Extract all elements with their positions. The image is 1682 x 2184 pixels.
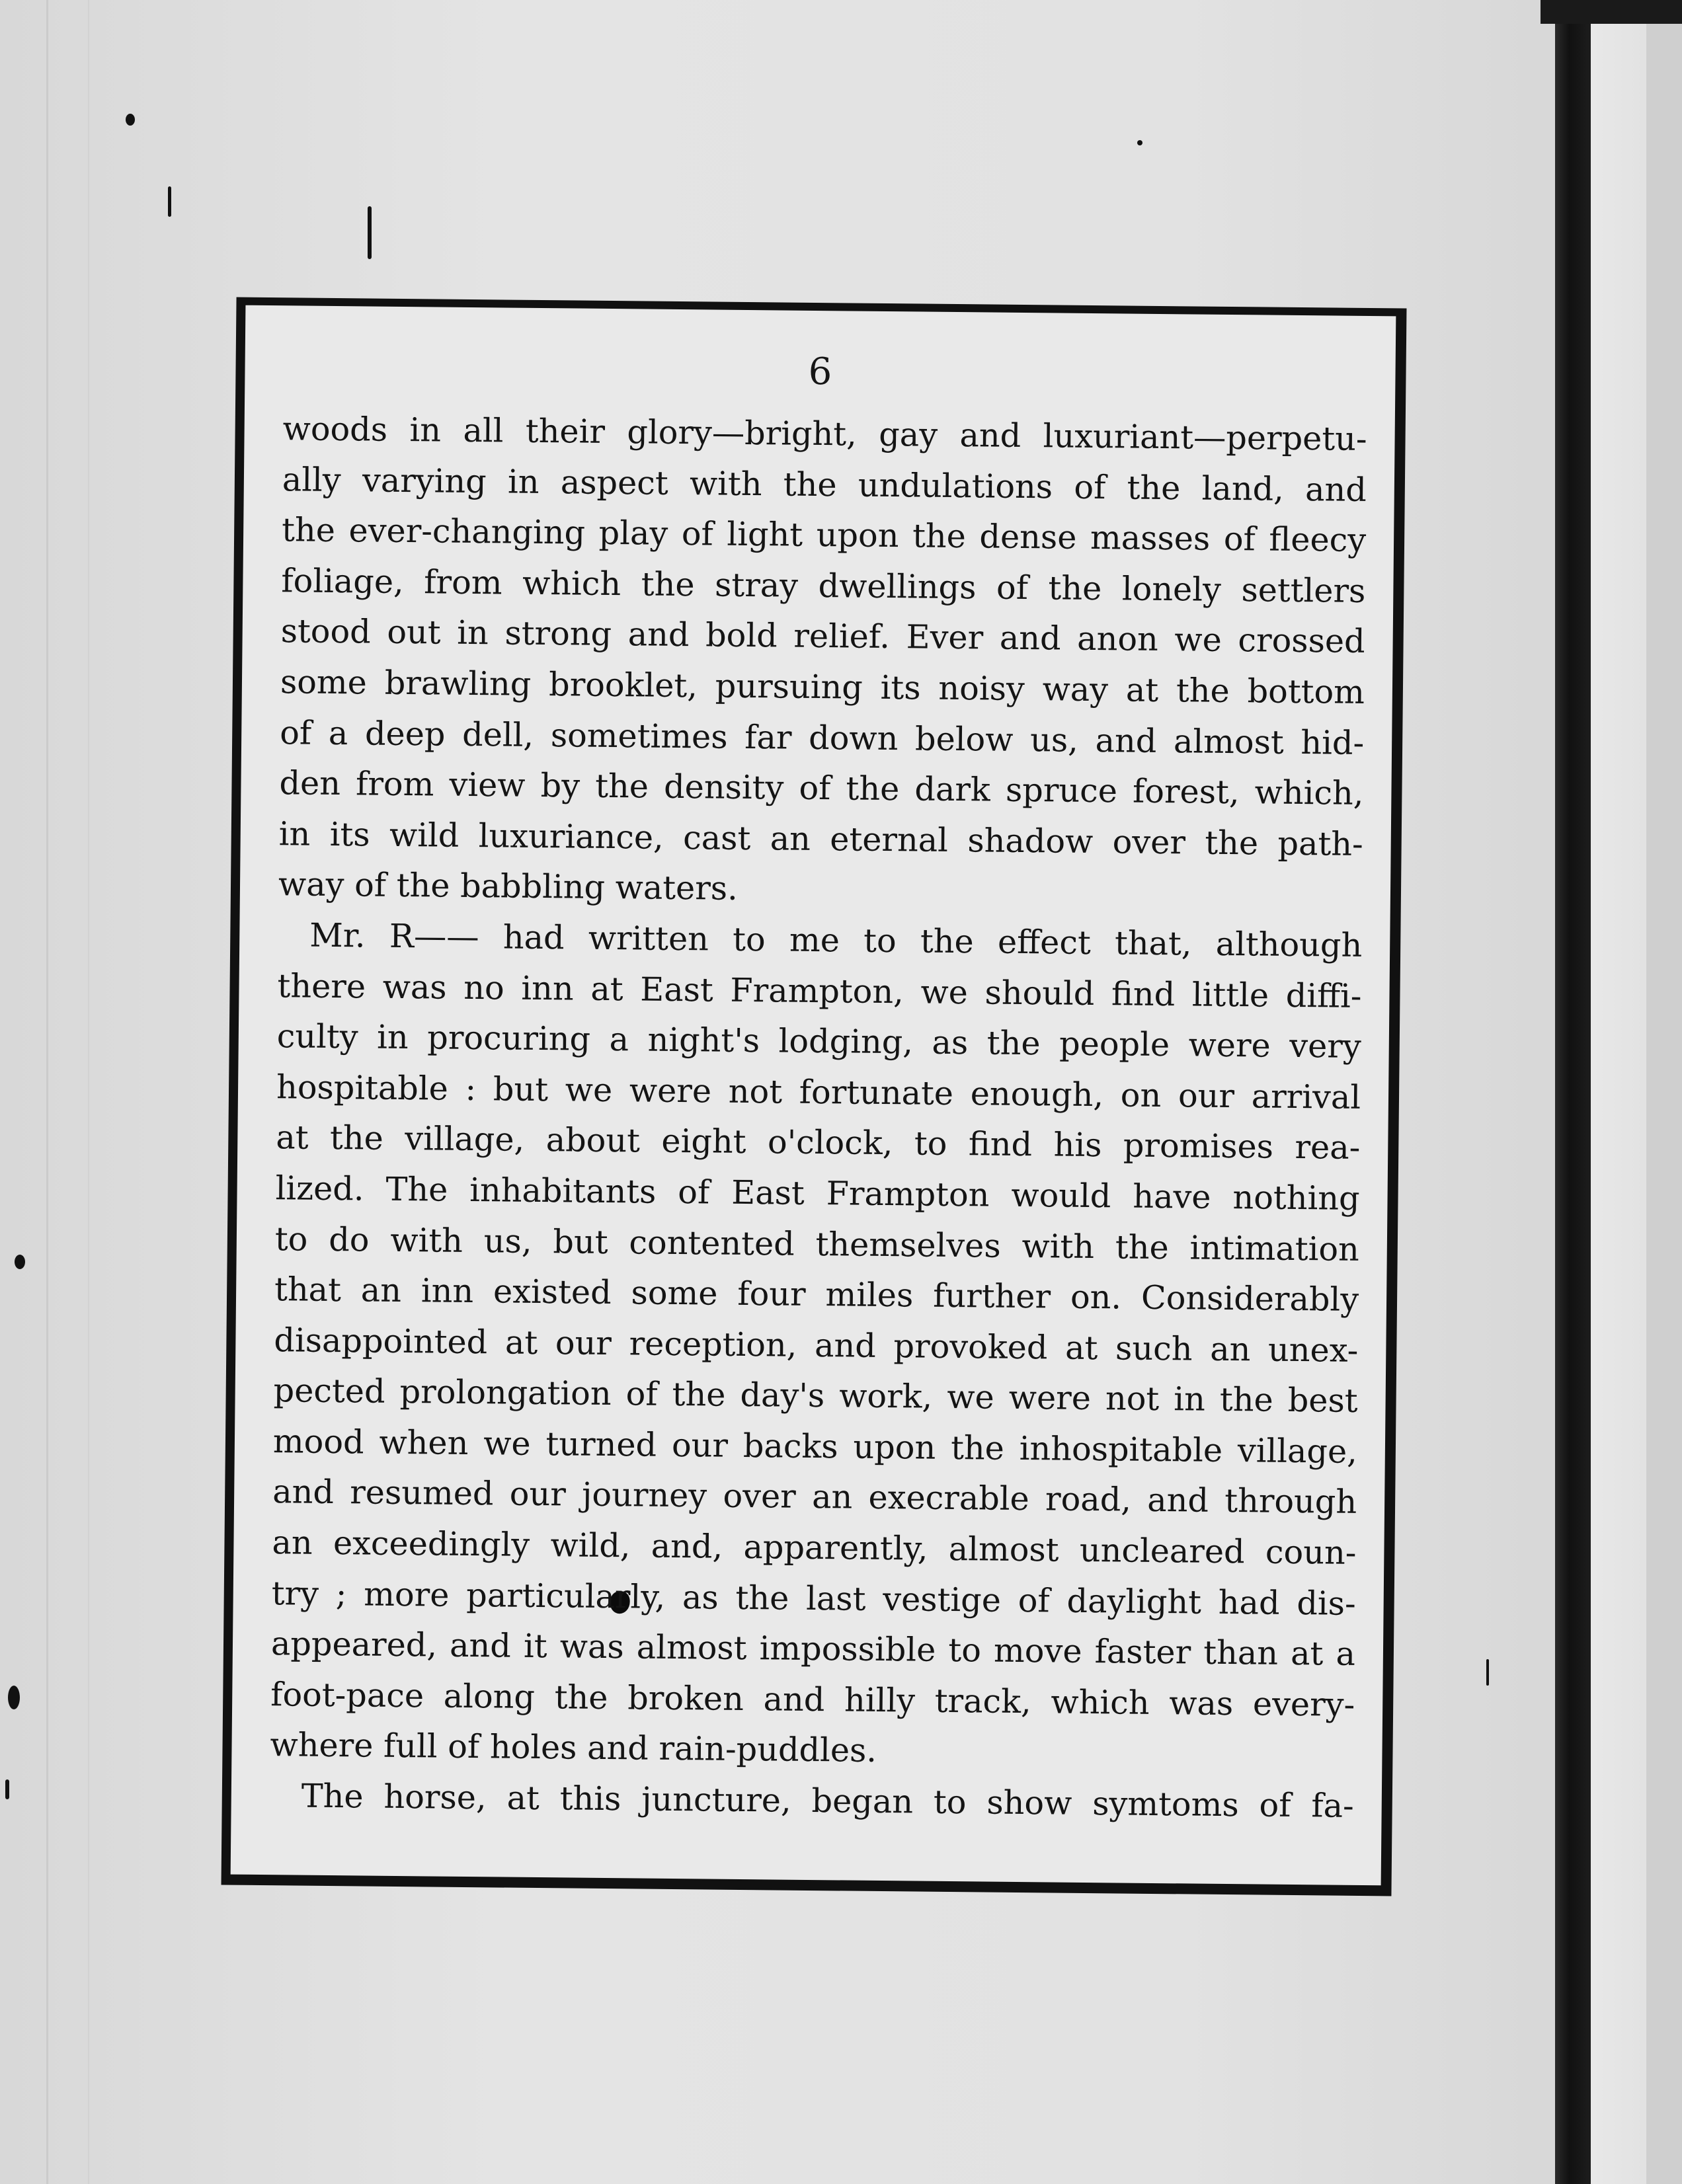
text-line: foot-pace along the broken and hilly track, which was every- [270, 1674, 1355, 1724]
text-line: in its wild luxuriance, cast an eternal shadow over the path- [278, 814, 1363, 863]
page-number: 6 [808, 350, 832, 394]
stacked-page-edges [46, 0, 89, 2184]
text-line: there was no inn at East Frampton, we should find little diffi- [277, 966, 1362, 1015]
text-line: of a deep dell, sometimes far down below us, and almost hid- [279, 713, 1365, 762]
text-line: try ; more particularly, as the last vestige of daylight had dis- [271, 1573, 1356, 1623]
body-text [269, 403, 1367, 1831]
text-line: lized. The inhabitants of East Frampton would have nothing [275, 1169, 1360, 1218]
text-line: the ever-changing play of light upon the dense masses of fleecy [281, 510, 1367, 560]
text-line: way of the babbling waters. [278, 865, 739, 908]
text-line: to do with us, but contented themselves with the intimation [274, 1219, 1360, 1268]
text-line: disappointed at our reception, and provoked at such an unex- [274, 1320, 1359, 1370]
paragraph [270, 910, 1362, 1781]
text-line: and resumed our journey over an execrable road, and through [272, 1472, 1357, 1522]
text-line: where full of holes and rain-puddles. [270, 1725, 877, 1770]
text-line: some brawling brooklet, pursuing its noisy way at the bottom [280, 662, 1365, 711]
scan-speck [5, 1779, 9, 1799]
text-line: pected prolongation of the day's work, we were not in the best [273, 1371, 1358, 1421]
top-corner-shadow [1541, 0, 1682, 24]
scan-speck [368, 206, 372, 259]
text-line: hospitable : but we were not fortunate enough, on our arrival [276, 1067, 1361, 1116]
paragraph [278, 403, 1367, 920]
text-line: culty in procuring a night's lodging, as the people were very [276, 1017, 1362, 1066]
scan-speck [168, 186, 171, 217]
text-line: stood out in strong and bold relief. Ever and anon we crossed [280, 611, 1365, 661]
scan-speck [1137, 140, 1142, 145]
scan-speck [126, 114, 135, 126]
text-line: woods in all their glory—bright, gay and luxuriant—perpetu- [282, 409, 1367, 458]
paragraph [269, 1770, 1354, 1831]
text-line: that an inn existed some four miles further on. Considerably [274, 1270, 1359, 1319]
text-line: an exceedingly wild, and, apparently, almost uncleared coun- [272, 1523, 1357, 1572]
scan-speck [15, 1255, 25, 1269]
text-line: ally varying in aspect with the undulations of the land, and [282, 459, 1367, 509]
text-line: appeared, and it was almost impossible to move faster than at a [270, 1624, 1356, 1674]
scan-speck [1486, 1659, 1489, 1686]
text-line: den from view by the density of the dark spruce forest, which, [279, 763, 1364, 813]
book-spine-shadow [1555, 0, 1591, 2184]
text-line: The horse, at this juncture, began to show symtoms of fa- [301, 1776, 1355, 1825]
facing-page-edge [1646, 0, 1682, 2184]
text-line: at the village, about eight o'clock, to find his promises rea- [276, 1118, 1361, 1167]
text-line: Mr. R—— had written to me to the effect that, although [309, 916, 1363, 964]
text-frame [221, 297, 1407, 1896]
scan-speck [8, 1686, 20, 1709]
text-line: mood when we turned our backs upon the inhospitable village, [272, 1422, 1358, 1471]
text-line: foliage, from which the stray dwellings of the lonely settlers [281, 561, 1366, 610]
